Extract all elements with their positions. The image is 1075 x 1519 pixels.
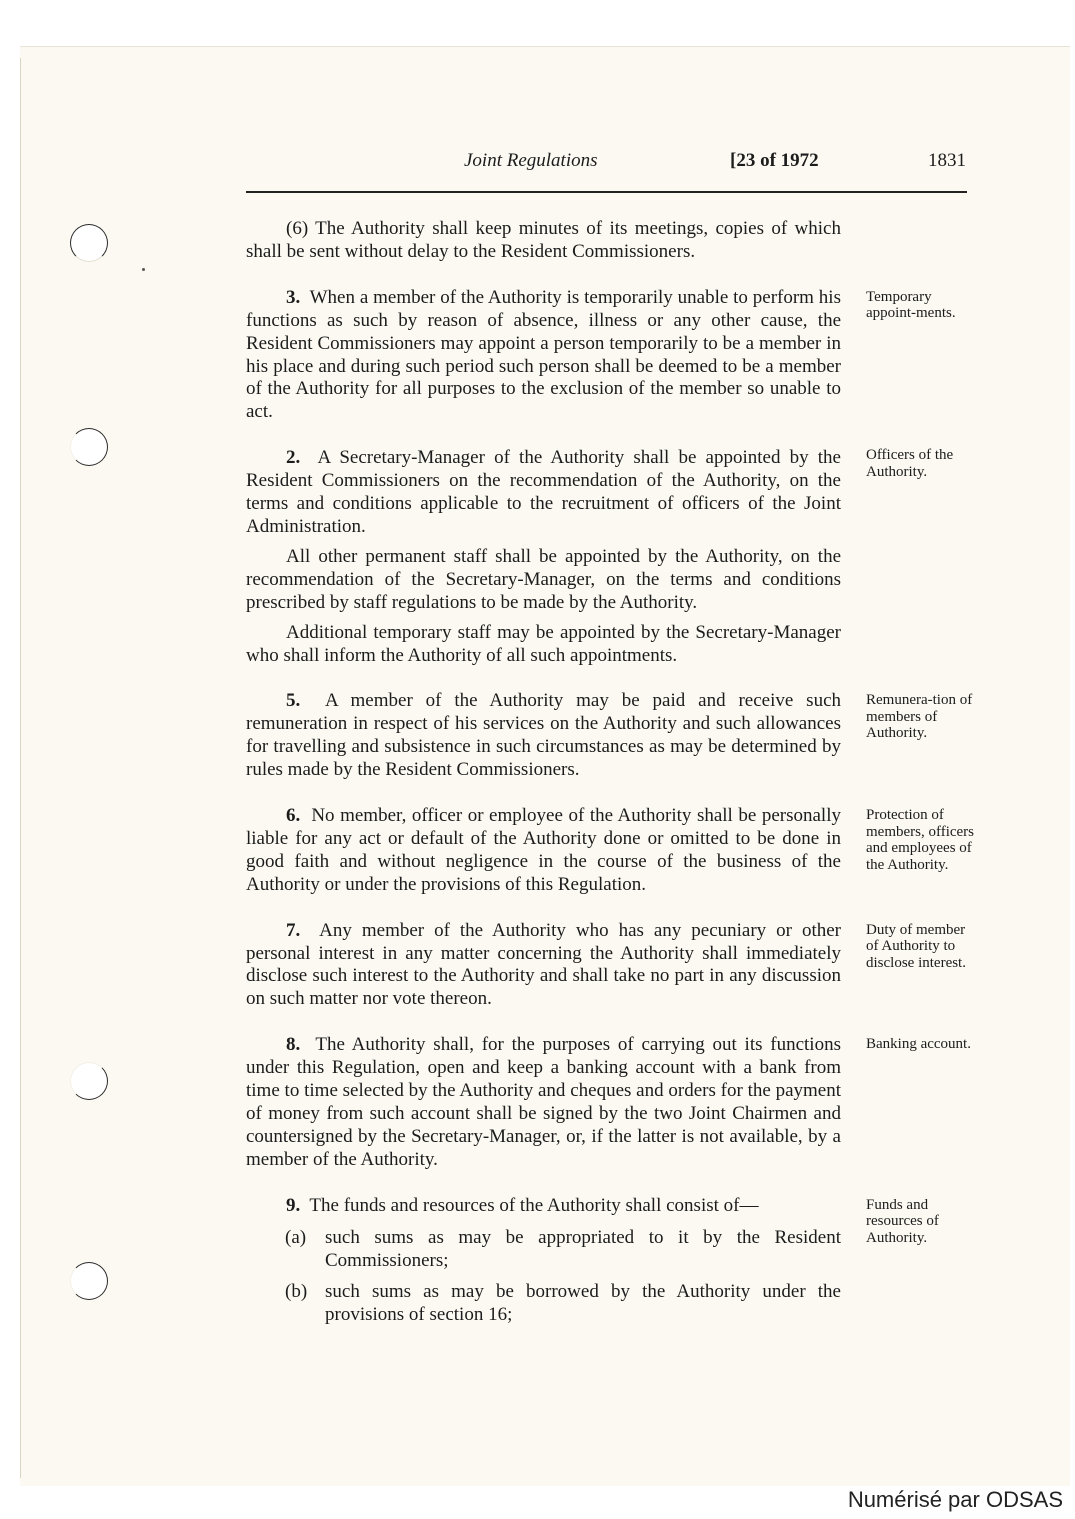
digitization-stamp: Numérisé par ODSAS [847, 1487, 1063, 1512]
margin-note: Banking account. [866, 1036, 971, 1053]
section-6 [246, 805, 975, 897]
section-number: 5. [286, 690, 301, 712]
document-body [246, 218, 975, 1327]
paragraph [246, 920, 841, 1012]
section-5 [246, 690, 973, 782]
paragraph-text: Additional temporary staff may be appointed by the Secretary-Manager who shall inform the Authority of all such appointments. [246, 621, 841, 666]
punch-hole [70, 1062, 108, 1100]
paragraph-text: A Secretary-Manager of the Authority shall be appointed by the Resident Commissioners on the recommendation of the Authority, on the terms and conditions applicable to the recruitment of officers of the Joint Administration. [246, 447, 841, 537]
margin-note: Funds and resources of Authority. [866, 1196, 939, 1246]
list-item [246, 1227, 841, 1273]
paragraph-text: A member of the Authority may be paid and receive such remuneration in respect of his services on the Authority and such allowances for travelling and subsistence in such circumstances as may be determined by rules made by the Resident Commissioners. [246, 690, 841, 781]
paragraph [246, 546, 841, 615]
punch-hole [70, 1262, 108, 1300]
list-item [246, 1281, 841, 1327]
page-header [246, 150, 966, 180]
section-7 [246, 919, 966, 1012]
section-8 [246, 1034, 971, 1171]
margin-note: Temporary appoint-ments. [866, 288, 956, 322]
paragraph [246, 1195, 841, 1218]
paragraph [246, 1034, 841, 1171]
list-item-label: (a) [285, 1226, 307, 1248]
section-9 [246, 1194, 939, 1328]
list-item-text: such sums as may be borrowed by the Authority under the provisions of section 16; [325, 1281, 841, 1326]
paragraph [246, 690, 841, 782]
section-number: 7. [286, 919, 301, 941]
section-number: 3. [286, 286, 301, 308]
list-item-text: such sums as may be appropriated to it by the Resident Commissioners; [325, 1226, 841, 1271]
section-6-sub [246, 218, 841, 264]
paragraph-text: Any member of the Authority who has any pecuniary or other personal interest in any matter concerning the Authority shall immediately disclose such interest to the Authority and shall take no part in any discussion on such matter nor vote thereon. [246, 919, 841, 1010]
section-number: 9. [286, 1194, 301, 1216]
margin-note: Duty of member of Authority to disclose interest. [866, 921, 966, 971]
section-number: 2. [286, 447, 301, 469]
section-3 [246, 286, 956, 424]
paragraph-text: The funds and resources of the Authority shall consist of— [309, 1194, 759, 1216]
paragraph [246, 287, 841, 424]
paragraph-text: No member, officer or employee of the Authority shall be personally liable for any act or default of the Authority done or omitted to be done in good faith and without negligence in the course of the business of the Authority or under the provisions of this Regulation. [246, 805, 841, 895]
act-reference: [23 of 1972 [730, 150, 819, 171]
page-number: 1831 [928, 150, 966, 171]
header-rule [246, 191, 967, 193]
margin-note: Officers of the Authority. [866, 447, 954, 480]
punch-hole [70, 224, 108, 262]
page-left-edge [20, 58, 21, 1478]
section-number: 6. [286, 805, 301, 827]
section-number: 8. [286, 1034, 301, 1056]
punch-hole [70, 428, 108, 466]
paragraph-text: All other permanent staff shall be appointed by the Authority, on the recommendation of the Secretary-Manager, on the terms and conditions prescribed by staff regulations to be made by the Authority. [246, 545, 841, 613]
paragraph [246, 447, 841, 539]
paragraph [246, 805, 841, 897]
margin-note: Protection of members, officers and employees of the Authority. [866, 807, 975, 873]
margin-note: Remunera-tion of members of Authority. [866, 692, 973, 742]
paragraph-text: The Authority shall, for the purposes of carrying out its functions under this Regulation, open and keep a banking account with a bank from time to time selected by the Authority and cheques and orders for the payment of money from such account shall be signed by the two Joint Chairmen and countersigned by the Secretary-Manager, or, if the latter is not available, by a member of the Authority. [246, 1034, 841, 1170]
running-title: Joint Regulations [464, 150, 598, 171]
section-2 [246, 447, 954, 667]
paragraph-text: When a member of the Authority is temporarily unable to perform his functions as such by reason of absence, illness or any other cause, the Resident Commissioners may appoint a person temporarily to be a member in his place and during such period such person shall be deemed to be a member of the Authority for all purposes to the exclusion of the member so unable to act. [246, 286, 841, 423]
paragraph [246, 218, 841, 264]
paragraph-text: (6) The Authority shall keep minutes of its meetings, copies of which shall be sent without delay to the Resident Commissioners. [246, 218, 841, 262]
list-item-label: (b) [285, 1281, 308, 1303]
page-top-edge [20, 46, 1070, 47]
scan-speck [142, 268, 145, 271]
paragraph [246, 622, 841, 668]
